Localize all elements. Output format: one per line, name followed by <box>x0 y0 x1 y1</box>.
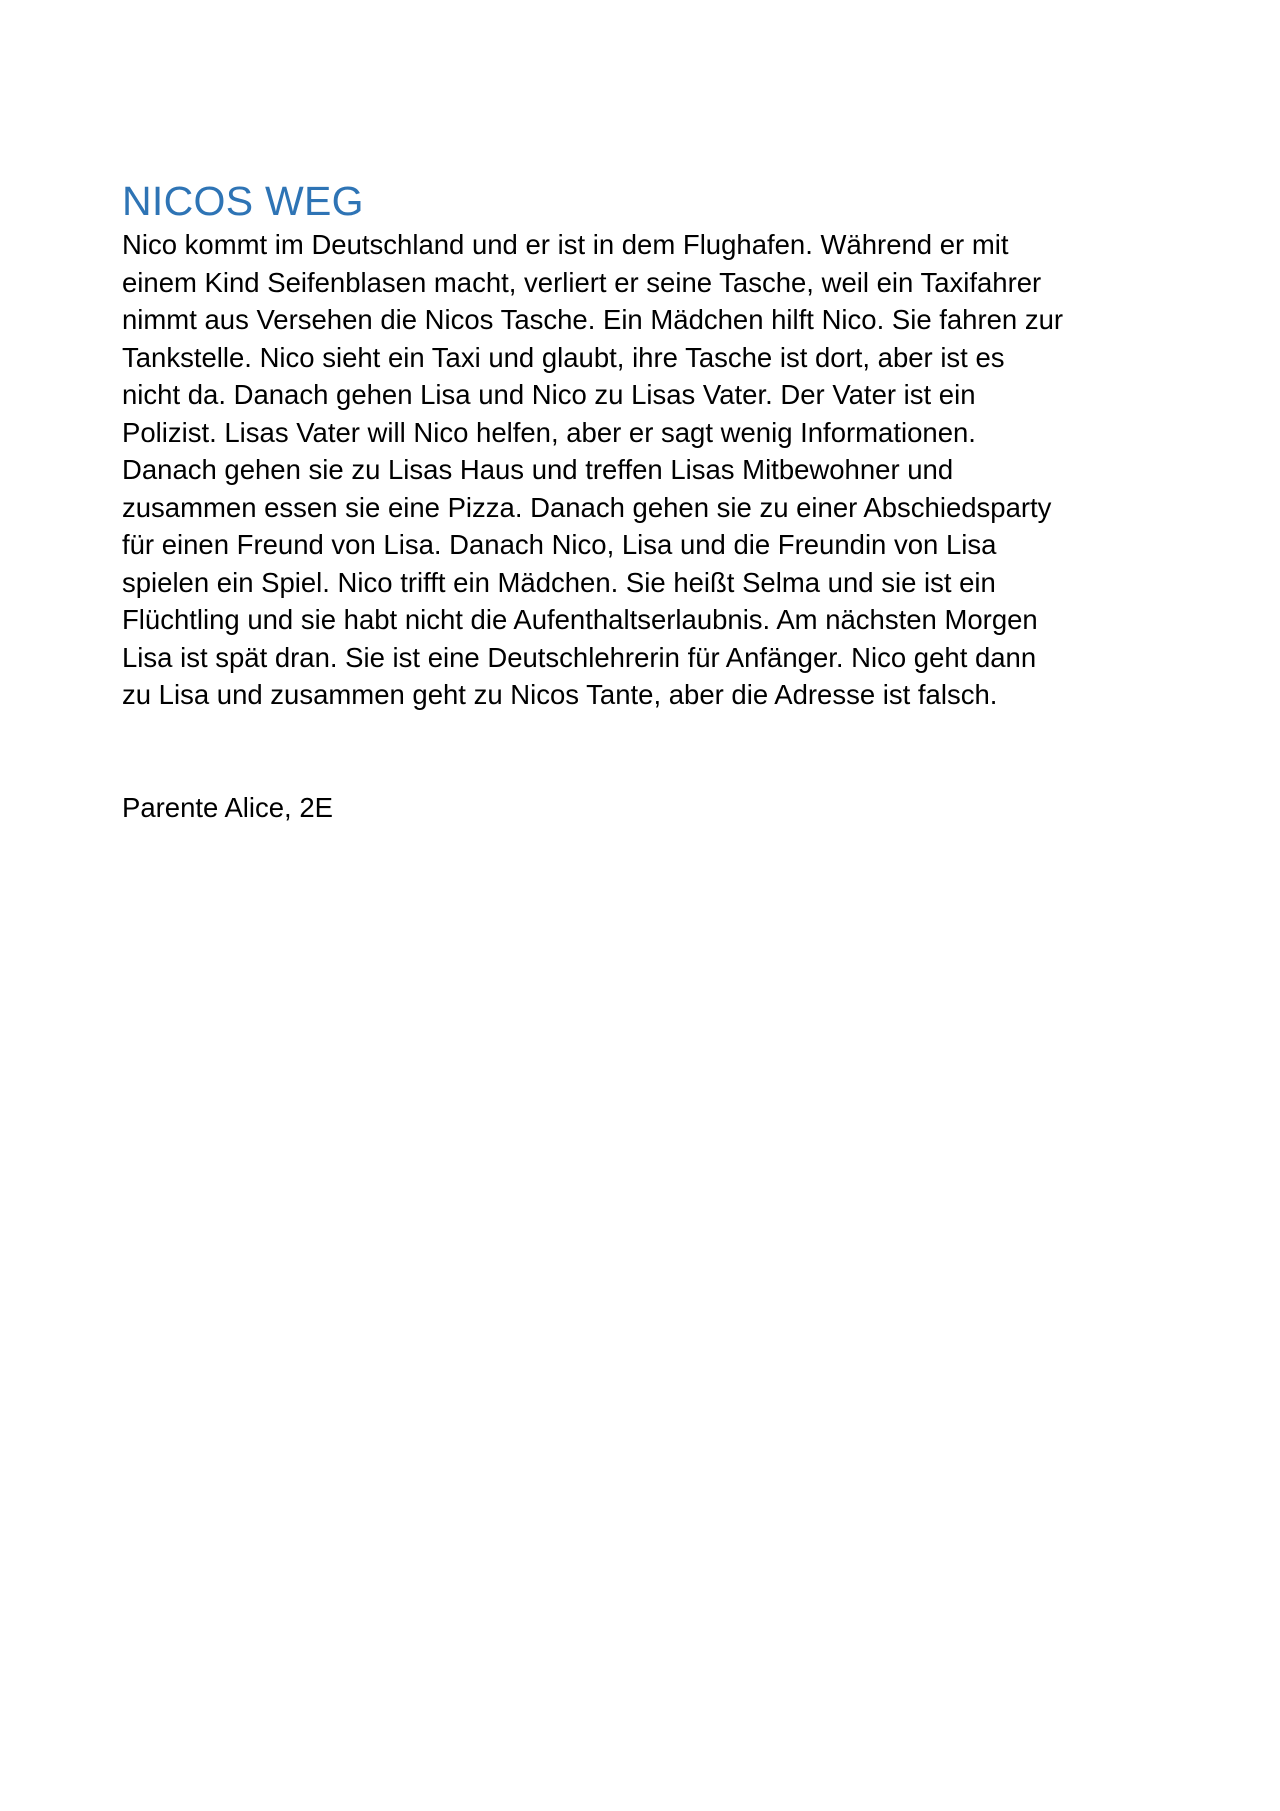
body-line: nimmt aus Versehen die Nicos Tasche. Ein Mädchen hilft Nico. Sie fahren zur <box>122 304 1064 335</box>
body-line: Flüchtling und sie habt nicht die Aufenthaltserlaubnis. Am nächsten Morgen <box>122 604 1038 635</box>
body-line: für einen Freund von Lisa. Danach Nico, Lisa und die Freundin von Lisa <box>122 529 997 560</box>
body-line: Tankstelle. Nico sieht ein Taxi und glaubt, ihre Tasche ist dort, aber ist es <box>122 341 1005 373</box>
document-content <box>122 176 1172 714</box>
body-line: Polizist. Lisas Vater will Nico helfen, aber er sagt wenig Informationen. <box>122 416 976 448</box>
body-line: einem Kind Seifenblasen macht, verliert er seine Tasche, weil ein Taxifahrer <box>122 266 1042 298</box>
body-line: zu Lisa und zusammen geht zu Nicos Tante, aber die Adresse ist falsch. <box>122 679 998 710</box>
author-signature: Parente Alice, 2E <box>122 792 333 823</box>
body-line: Danach gehen sie zu Lisas Haus und treffen Lisas Mitbewohner und <box>122 454 954 485</box>
document-title: NICOS WEG <box>122 178 364 224</box>
body-line: spielen ein Spiel. Nico trifft ein Mädchen. Sie heißt Selma und sie ist ein <box>122 566 996 598</box>
body-line: zusammen essen sie eine Pizza. Danach gehen sie zu einer Abschiedsparty <box>122 491 1052 523</box>
body-line: Nico kommt im Deutschland und er ist in dem Flughafen. Während er mit <box>122 229 1009 260</box>
body-line: Lisa ist spät dran. Sie ist eine Deutschlehrerin für Anfänger. Nico geht dann <box>122 641 1037 673</box>
document-body <box>122 226 1172 714</box>
body-line: nicht da. Danach gehen Lisa und Nico zu Lisas Vater. Der Vater ist ein <box>122 379 976 410</box>
